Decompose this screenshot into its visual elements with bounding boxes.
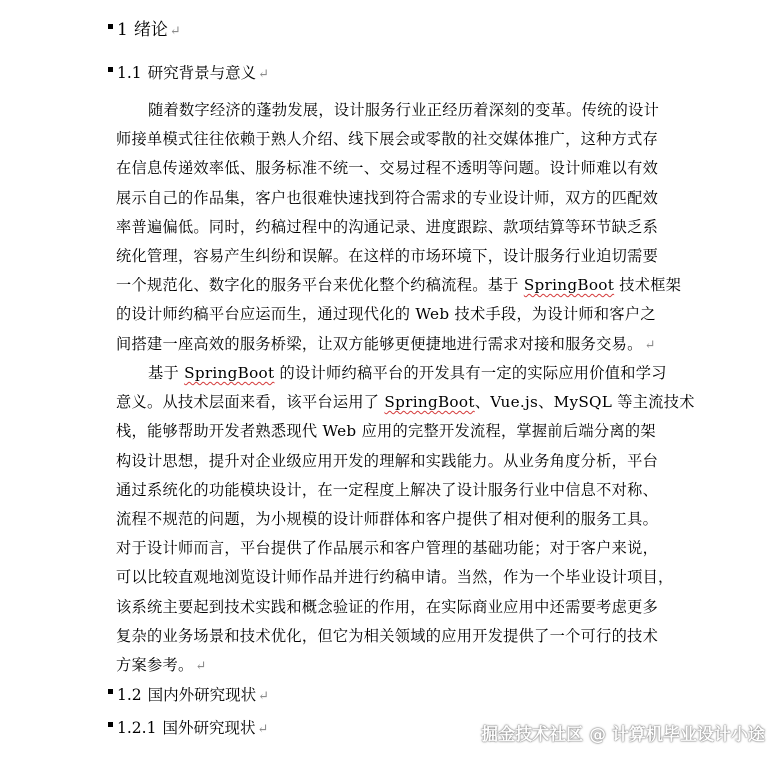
paragraph-mark-icon: ↵ (644, 337, 656, 353)
heading-number: 1 (117, 20, 128, 40)
spellcheck-word: SpringBoot (384, 393, 475, 412)
paragraph-mark-icon: ↵ (169, 24, 181, 39)
paragraph-mark-icon: ↵ (195, 658, 207, 674)
text-line: 通过系统化的功能模块设计，在一定程度上解决了设计服务行业中信息不对称、 (116, 480, 659, 499)
text-line (116, 651, 668, 680)
heading-title: 研究背景与意义 (147, 64, 257, 82)
text-line: 可以比较直观地浏览设计师作品并进行约稿申请。当然，作为一个毕业设计项目， (116, 568, 674, 587)
text-line-content: 间搭建一座高效的服务桥梁，让双方能够更便捷地进行需求对接和服务交易。 (116, 334, 643, 353)
paragraph-background (116, 96, 682, 359)
heading-number: 1.2 (117, 686, 142, 704)
heading-1-2 (108, 683, 269, 709)
heading-title: 绪论 (133, 20, 168, 40)
text-line-content: 方案参考。 (116, 655, 194, 674)
bullet-icon (108, 689, 113, 694)
text-line: 复杂的业务场景和技术优化，但它为相关领域的应用开发提供了一个可行的技术 (116, 626, 659, 645)
text-line: 率普遍偏低。同时，约稿过程中的沟通记录、进度跟踪、款项结算等环节缺乏系 (116, 217, 659, 236)
text-line: 在信息传递效率低、服务标准不统一、交易过程不透明等问题。设计师难以有效 (116, 159, 659, 178)
text-line: 展示自己的作品集，客户也很难快速找到符合需求的专业设计师，双方的匹配效 (116, 188, 659, 207)
heading-1-2-1 (108, 716, 268, 742)
text-line: 流程不规范的问题，为小规模的设计师群体和客户提供了相对便利的服务工具。 (116, 509, 659, 528)
text-line: 栈，能够帮助开发者熟悉现代 Web 应用的完整开发流程，掌握前后端分离的架 (116, 422, 656, 441)
text-line: 统化管理，容易产生纠纷和误解。在这样的市场环境下，设计服务行业迫切需要 (116, 246, 659, 265)
text-line: 师接单模式往往依赖于熟人介绍、线下展会或零散的社交媒体推广，这种方式存 (116, 130, 659, 149)
paragraph-mark-icon: ↵ (257, 722, 269, 737)
text-line (116, 330, 668, 359)
paragraph-mark-icon: ↵ (258, 689, 270, 704)
text-line: 意义。从技术层面来看，该平台运用了 SpringBoot、Vue.js、MySQL 等主流技术 (116, 393, 695, 412)
text-line: 基于 SpringBoot 的设计师约稿平台的开发具有一定的实际应用价值和学习 (148, 364, 667, 382)
heading-title: 国内外研究现状 (147, 686, 257, 704)
paragraph-significance (116, 359, 695, 680)
bullet-icon (108, 67, 113, 72)
bullet-icon (108, 722, 113, 727)
spellcheck-word: SpringBoot (523, 276, 615, 295)
text-line: 该系统主要起到技术实践和概念验证的作用，在实际商业应用中还需要考虑更多 (116, 597, 659, 616)
text-line: 一个规范化、数字化的服务平台来优化整个约稿流程。基于 SpringBoot 技术框架 (116, 276, 682, 295)
heading-number: 1.1 (117, 64, 142, 82)
heading-1 (108, 18, 181, 44)
heading-1-1 (108, 61, 269, 87)
heading-number: 1.2.1 (117, 719, 157, 737)
heading-title: 国外研究现状 (162, 719, 256, 737)
paragraph-mark-icon: ↵ (258, 67, 270, 82)
text-line: 对于设计师而言，平台提供了作品展示和客户管理的基础功能；对于客户来说， (116, 539, 659, 558)
bullet-icon (108, 24, 113, 29)
text-line: 构设计思想，提升对企业级应用开发的理解和实践能力。从业务角度分析，平台 (116, 451, 659, 470)
watermark: 掘金技术社区 @ 计算机毕业设计小途 (481, 725, 765, 745)
text-line: 的设计师约稿平台应运而生，通过现代化的 Web 技术手段，为设计师和客户之 (116, 305, 656, 324)
text-line: 随着数字经济的蓬勃发展，设计服务行业正经历着深刻的变革。传统的设计 (148, 101, 660, 119)
spellcheck-word: SpringBoot (184, 364, 275, 382)
